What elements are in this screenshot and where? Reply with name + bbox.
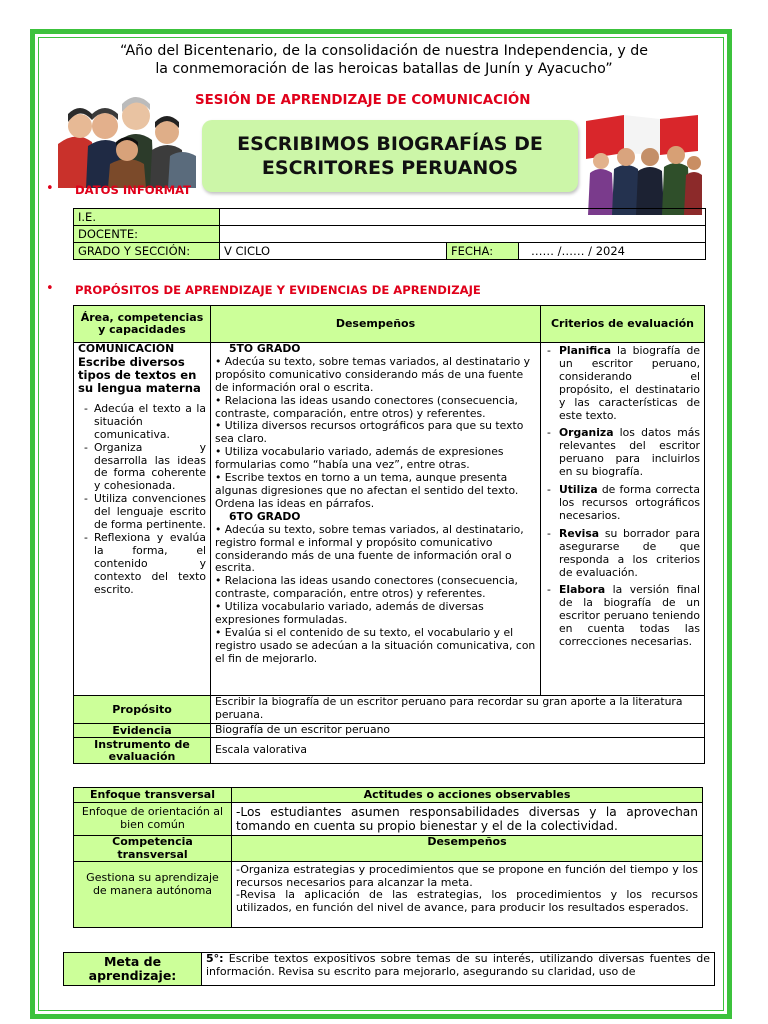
criterio-text: la biografía de un escritor peruano, considerando el propósito, el destinatario y las características de este texto. bbox=[559, 344, 700, 422]
docente-label: DOCENTE: bbox=[74, 226, 220, 243]
desempeno-item: • Relaciona las ideas usando conectores (consecuencia, contraste, comparación, entre otros) y referentes. bbox=[215, 574, 518, 601]
desempeno-item: • Utiliza vocabulario variado, además de expresiones formularias como “había una vez”, entre otras. bbox=[215, 445, 504, 472]
docente-value[interactable] bbox=[220, 226, 706, 243]
competencia-transversal-text bbox=[232, 862, 703, 928]
enfoque-name: Enfoque de orientación al bien común bbox=[74, 803, 232, 836]
competencia-text: Escribe diversos tipos de textos en su lengua materna bbox=[78, 354, 201, 395]
proposito-label: Propósito bbox=[74, 696, 211, 724]
grade-5-label: 5TO GRADO bbox=[229, 342, 301, 355]
meta-text bbox=[202, 953, 715, 986]
meta-label: Meta de aprendizaje: bbox=[64, 953, 202, 986]
criterios-list bbox=[545, 345, 700, 649]
enfoque-col-header: Enfoque transversal bbox=[74, 788, 232, 803]
quote-line-1: “Año del Bicentenario, de la consolidación de nuestra Independencia, y de bbox=[119, 43, 649, 59]
desempeno-item: • Relaciona las ideas usando conectores (consecuencia, contraste, comparación, entre otros) y referentes. bbox=[215, 393, 518, 420]
actitudes-col-header: Actitudes o acciones observables bbox=[232, 788, 703, 803]
grado-value: V CICLO bbox=[220, 243, 447, 260]
propositos-heading: PROPÓSITOS DE APRENDIZAJE Y EVIDENCIAS DE APRENDIZAJE bbox=[75, 283, 481, 297]
propositos-bullet: • bbox=[46, 281, 54, 296]
criterio-text: los datos más relevantes del escritor peruano para incluirlos en su biografía. bbox=[559, 426, 700, 479]
criterio-verb: Planifica bbox=[559, 344, 611, 357]
enfoque-table bbox=[73, 787, 703, 928]
datos-heading: DATOS INFORMAT bbox=[75, 183, 192, 197]
criterios-cell bbox=[541, 343, 705, 696]
transversal-desempeno-item: -Revisa la aplicación de las estrategias, los procedimientos y los recursos utilizados, en función del nivel de avance, para producir los resultados esperados. bbox=[236, 888, 698, 914]
quote-line-2: la conmemoración de las heroicas batallas de Junín y Ayacucho” bbox=[155, 61, 613, 77]
proposito-value: Escribir la biografía de un escritor peruano para recordar su gran aporte a la literatura peruana. bbox=[211, 696, 705, 724]
desempeno-item: • Escribe textos en torno a un tema, aunque presenta algunas digresiones que no afectan el sentido del texto. Ordena las ideas en párrafos. bbox=[215, 471, 519, 510]
bicentennial-quote bbox=[40, 42, 728, 78]
capacidad-item: - Organiza y desarrolla las ideas de forma coherente y cohesionada. bbox=[94, 442, 206, 494]
capacidades-list bbox=[78, 403, 206, 597]
criterio-item bbox=[559, 584, 700, 649]
instrumento-label: Instrumento de evaluación bbox=[74, 738, 211, 764]
capacidad-item: - Reflexiona y evalúa la forma, el contenido y contexto del texto escrito. bbox=[94, 532, 206, 597]
desempeno-item: • Utiliza vocabulario variado, además de diversas expresiones formuladas. bbox=[215, 600, 484, 627]
fecha-value: …… /…… / 2024 bbox=[519, 243, 706, 260]
area-cell bbox=[74, 343, 211, 696]
ie-value[interactable] bbox=[220, 209, 706, 226]
meta-grade: 5°: bbox=[206, 952, 224, 965]
ie-label: I.E. bbox=[74, 209, 220, 226]
desempeno-item: • Adecúa su texto, sobre temas variados, al destinatario y propósito comunicativo considerando más de una fuente de información oral o escrita. bbox=[215, 354, 531, 394]
desempenos-cell bbox=[211, 343, 541, 696]
criterio-verb: Organiza bbox=[559, 426, 614, 440]
fecha-label: FECHA: bbox=[447, 243, 519, 260]
area-title: COMUNICACIÓN bbox=[78, 342, 175, 355]
criterio-text: su borrador para asegurarse de que responda a los criterios de evaluación. bbox=[559, 526, 700, 579]
criterio-verb: Elabora bbox=[559, 583, 606, 597]
main-title-line-2: ESCRITORES PERUANOS bbox=[261, 157, 519, 179]
session-title: SESIÓN DE APRENDIZAJE DE COMUNICACIÓN bbox=[195, 93, 531, 108]
main-title-box bbox=[202, 120, 578, 192]
competencia-transversal-name: Gestiona su aprendizaje de manera autónoma bbox=[74, 862, 232, 928]
propositos-table bbox=[73, 305, 705, 764]
peruvian-heroes-portrait-image bbox=[58, 84, 196, 188]
desempeno-item: • Adecúa su texto, sobre temas variados, al destinatario, registro formal e informal y propósito comunicativo considerando más de una fuente de información oral o escrita. bbox=[215, 522, 524, 575]
col-area-header: Área, competencias y capacidades bbox=[74, 306, 211, 343]
desempenos-transversal-header: Desempeños bbox=[232, 836, 703, 862]
main-title-line-1: ESCRIBIMOS BIOGRAFÍAS DE bbox=[237, 133, 543, 155]
desempeno-item: • Utiliza diversos recursos ortográficos para que su texto sea claro. bbox=[215, 419, 524, 446]
evidencia-label: Evidencia bbox=[74, 724, 211, 738]
criterio-verb: Utiliza bbox=[559, 483, 598, 497]
competencia-transversal-header: Competencia transversal bbox=[74, 836, 232, 862]
criterio-text: la versión final de la biografía de un escritor peruano teniendo en cuenta todas las correcciones necesarias. bbox=[559, 583, 700, 649]
col-criterios-header: Criterios de evaluación bbox=[541, 306, 705, 343]
transversal-desempeno-item: -Organiza estrategias y procedimientos que se propone en función del tiempo y los recursos necesarios para alcanzar la meta. bbox=[236, 863, 698, 889]
criterio-item bbox=[559, 427, 700, 479]
meta-table bbox=[63, 952, 715, 986]
peruvian-patriots-flag-image bbox=[584, 113, 704, 215]
desempeno-item: • Evalúa si el contenido de su texto, el vocabulario y el registro usado se adecúan a la situación comunicativa, con el fin de mejorarlo. bbox=[215, 625, 536, 665]
enfoque-text: -Los estudiantes asumen responsabilidades diversas y la aprovechan tomando en cuenta su propio bienestar y el de la colectividad. bbox=[232, 803, 703, 836]
meta-body: Escribe textos expositivos sobre temas de su interés, utilizando diversas fuentes de información. Revisa su escrito para mejorarlo, asegurando su claridad, uso de bbox=[206, 952, 710, 978]
capacidad-item: - Utiliza convenciones del lenguaje escrito de forma pertinente. bbox=[94, 493, 206, 532]
criterio-verb: Revisa bbox=[559, 526, 600, 540]
criterio-item bbox=[559, 528, 700, 580]
datos-table bbox=[73, 208, 706, 260]
datos-bullet: • bbox=[46, 181, 54, 196]
col-desempenos-header: Desempeños bbox=[211, 306, 541, 343]
evidencia-value: Biografía de un escritor peruano bbox=[211, 724, 705, 738]
capacidad-item: - Adecúa el texto a la situación comunicativa. bbox=[94, 403, 206, 442]
instrumento-value: Escala valorativa bbox=[211, 738, 705, 764]
criterio-text: de forma correcta los recursos ortográficos necesarios. bbox=[559, 483, 700, 522]
grado-label: GRADO Y SECCIÓN: bbox=[74, 243, 220, 260]
criterio-item bbox=[559, 484, 700, 523]
grade-6-label: 6TO GRADO bbox=[229, 509, 301, 523]
criterio-item bbox=[559, 345, 700, 422]
